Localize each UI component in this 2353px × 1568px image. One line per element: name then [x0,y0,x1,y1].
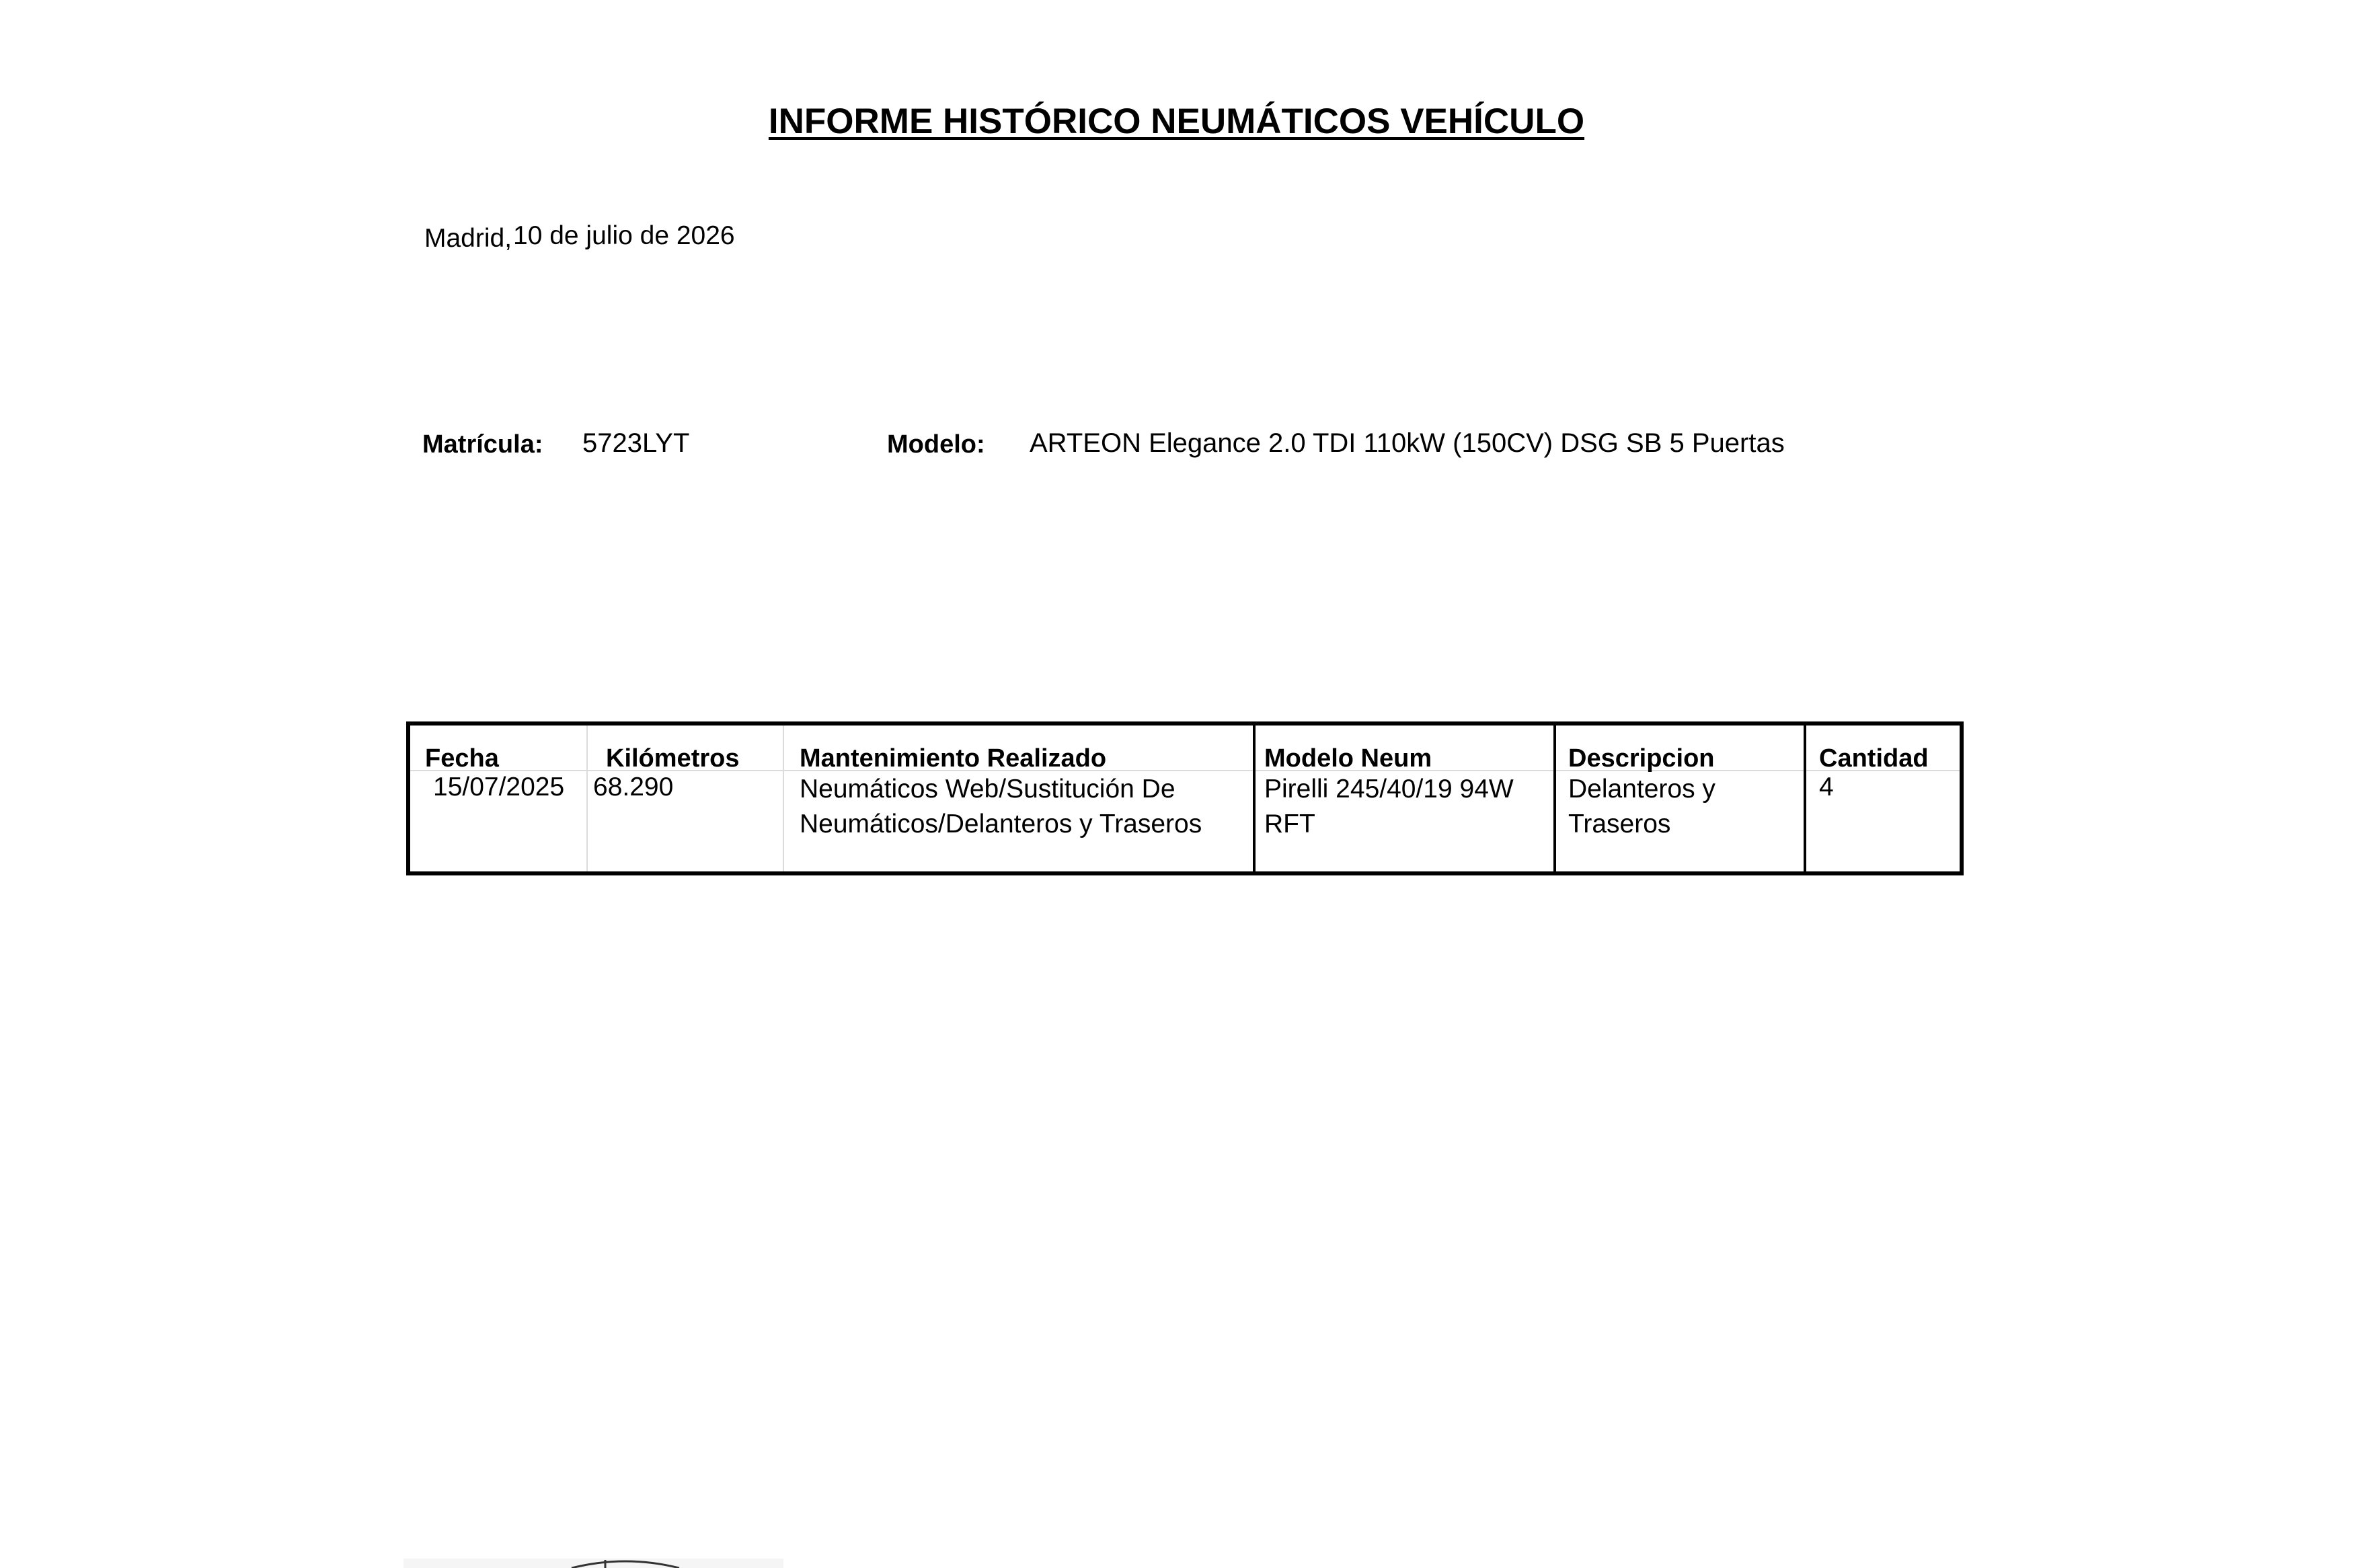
header-modelo-neum: Modelo Neum [1264,744,1432,773]
plate-value: 5723LYT [582,428,690,458]
header-fecha: Fecha [425,744,499,773]
model-value: ARTEON Elegance 2.0 TDI 110kW (150CV) DSG SB 5 Puertas [1030,428,1785,458]
stamp-signature [403,1559,783,1568]
column-divider [1553,726,1556,871]
cell-fecha: 15/07/2025 [433,773,565,801]
cell-modelo-neum: Pirelli 245/40/19 94W RFT [1264,775,1514,838]
tire-history-table [406,721,1964,875]
date-city: Madrid, [424,224,512,253]
cell-descripcion: Delanteros y Traseros [1568,775,1715,838]
header-kilometros: Kilómetros [606,744,740,773]
cell-cantidad: 4 [1819,773,1834,801]
header-descripcion: Descripcion [1568,744,1715,773]
header-cantidad: Cantidad [1819,744,1929,773]
model-label: Modelo: [887,430,985,459]
column-divider [586,726,588,871]
cell-kilometros: 68.290 [593,773,674,801]
plate-label: Matrícula: [422,430,543,459]
column-divider [1253,726,1256,871]
column-divider [783,726,784,871]
document-title: INFORME HISTÓRICO NEUMÁTICOS VEHÍCULO [768,102,1585,141]
report-date: 10 de julio de 2026 [513,221,735,250]
cell-mantenimiento: Neumáticos Web/Sustitución De Neumáticos/Delanteros y Traseros [800,775,1202,838]
header-mantenimiento: Mantenimiento Realizado [800,744,1107,773]
column-divider [1804,726,1806,871]
stamp-circle-icon [403,1559,783,1568]
